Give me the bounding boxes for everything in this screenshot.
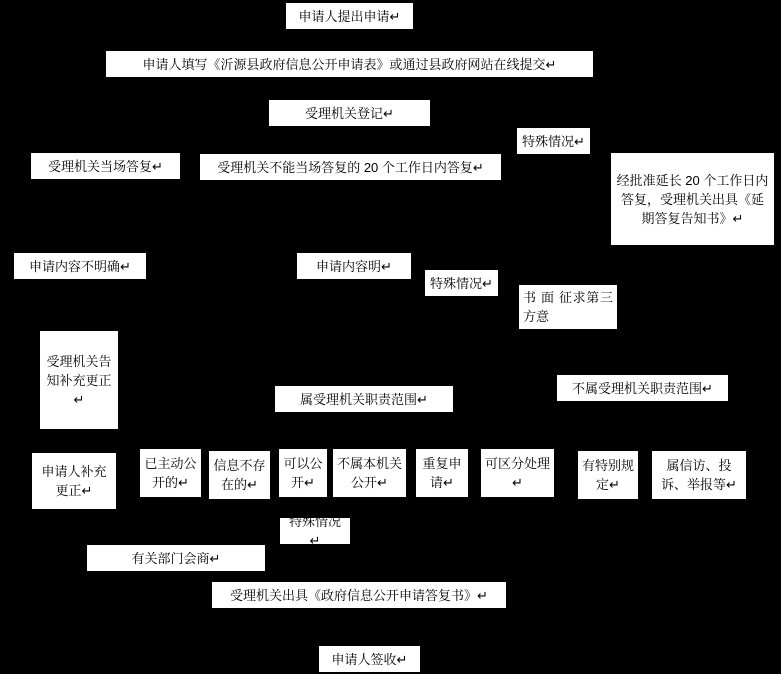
flow-node: 申请人提出申请↵ [285, 2, 414, 30]
flow-node: 特殊情况↵ [279, 517, 351, 545]
flow-node: 属受理机关职责范围↵ [274, 385, 454, 413]
flow-node: 可区分处理↵ [480, 448, 555, 498]
flow-node: 可以公开↵ [278, 448, 328, 498]
flow-node: 受理机关当场答复↵ [30, 152, 181, 180]
flow-node: 经批准延长 20 个工作日内答复，受理机关出具《延期答复告知书》↵ [610, 152, 775, 246]
flow-node: 受理机关出具《政府信息公开申请答复书》↵ [211, 581, 507, 609]
flow-node: 不属受理机关职责范围↵ [556, 374, 729, 402]
flow-node: 有关部门会商↵ [86, 544, 266, 572]
flow-node: 信息不存在的↵ [208, 450, 271, 500]
flow-node: 申请人填写《沂源县政府信息公开申请表》或通过县政府网站在线提交↵ [105, 50, 594, 78]
flow-node: 受理机关告知补充更正↵ [39, 330, 119, 430]
flow-node: 申请人补充更正↵ [31, 452, 117, 510]
flow-node: 特殊情况↵ [424, 269, 499, 297]
flow-node: 重复申请↵ [415, 448, 469, 498]
flow-node: 申请人签收↵ [318, 645, 421, 673]
flow-node: 申请内容不明确↵ [13, 252, 147, 280]
flow-node: 书 面 征求第三方意 [518, 284, 618, 330]
flow-node: 有特别规定↵ [577, 450, 639, 500]
flow-node: 受理机关登记↵ [268, 99, 431, 127]
flow-node: 特殊情况↵ [516, 127, 591, 155]
flow-node: 申请内容明↵ [296, 252, 412, 280]
flow-node: 已主动公开的↵ [139, 448, 202, 498]
flow-node: 不属本机关公开↵ [332, 448, 407, 498]
flow-node: 属信访、投诉、举报等↵ [651, 450, 747, 500]
flow-node: 受理机关不能当场答复的 20 个工作日内答复↵ [199, 153, 502, 181]
